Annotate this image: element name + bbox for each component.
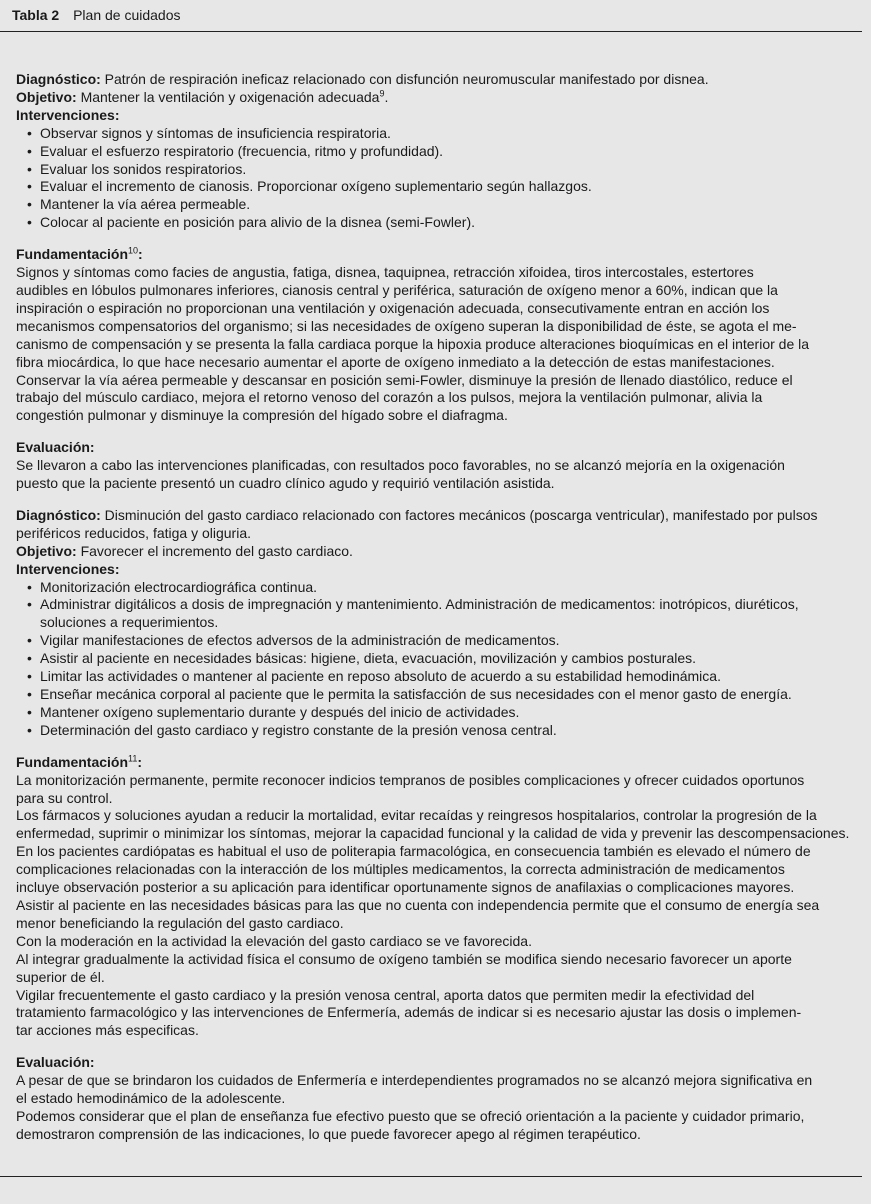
bullet-icon: •: [27, 142, 32, 159]
bottom-rule: [0, 1176, 862, 1177]
fundamentacion-text: Los fármacos y soluciones ayudan a reducir la mortalidad, evitar recaídas y reingresos hospitalarios, controlar la progresión de la: [16, 807, 817, 824]
bullet-icon: •: [27, 703, 32, 720]
intervenciones-label: Intervenciones:: [16, 106, 120, 123]
reference-superscript: 9: [379, 88, 385, 99]
bullet-icon: •: [27, 578, 32, 595]
intervention-text: Asistir al paciente en necesidades básicas: higiene, dieta, evacuación, movilización y cambios posturales.: [40, 650, 697, 667]
bullet-icon: •: [27, 178, 32, 195]
evaluacion-text: Se llevaron a cabo las intervenciones planificadas, con resultados poco favorables, no se alcanzó mejoría en la oxigenación: [16, 457, 785, 474]
diagnostico-line: [16, 71, 866, 89]
care-plan-body: [16, 71, 866, 1144]
intervention-item: [16, 704, 866, 722]
fundamentacion-heading: [16, 246, 866, 264]
fundamentacion-text: En los pacientes cardiópatas es habitual el uso de politerapia farmacológica, en consecuencia también es elevado el número de: [16, 843, 811, 860]
fundamentacion-text: audibles en lóbulos pulmonares inferiores, cianosis central y periférica, saturación de oxígeno menor a 60%, indican que la: [16, 281, 778, 298]
intervention-text: Limitar las actividades o mantener al paciente en reposo absoluto de acuerdo a su estabilidad hemodinámica.: [40, 668, 721, 685]
top-rule: [0, 31, 862, 32]
intervention-text: soluciones a requerimientos.: [40, 614, 219, 631]
intervention-item: [16, 161, 866, 179]
fundamentacion-text: Conservar la vía aérea permeable y descansar en posición semi-Fowler, disminuye la presión de llenado diastólico, reduce el: [16, 371, 793, 388]
diagnostico-text-cont: periféricos reducidos, fatiga y oliguria.: [16, 524, 252, 541]
bullet-icon: •: [27, 160, 32, 177]
intervention-text: Determinación del gasto cardiaco y registro constante de la presión venosa central.: [40, 721, 557, 738]
objetivo-text: Mantener la ventilación y oxigenación adecuada: [80, 88, 380, 105]
spacer: [16, 740, 866, 754]
intervention-item: [16, 178, 866, 196]
fundamentacion-text: enfermedad, suprimir o minimizar los síntomas, mejorar la capacidad funcional y la calidad de vida y prevenir las descompensaciones.: [16, 825, 850, 842]
evaluacion-label: Evaluación:: [16, 439, 95, 456]
intervention-item: [16, 143, 866, 161]
intervention-item: [16, 650, 866, 668]
fundamentacion-text: para su control.: [16, 789, 113, 806]
fundamentacion-text: trabajo del músculo cardiaco, mejora el retorno venoso del corazón a los pulsos, mejora la ventilación pulmonar, alivia la: [16, 389, 763, 406]
intervention-item: [16, 196, 866, 214]
intervention-text: Enseñar mecánica corporal al paciente que le permita la satisfacción de sus necesidades con el menor gasto de energía.: [40, 686, 792, 702]
fundamentacion-label: Fundamentación: [16, 246, 129, 263]
diagnostico-label: Diagnóstico:: [16, 506, 101, 523]
intervention-item: [16, 214, 866, 232]
fundamentacion-text: Con la moderación en la actividad la elevación del gasto cardiaco se ve favorecida.: [16, 932, 532, 949]
fundamentacion-text: tar acciones más especificas.: [16, 1022, 199, 1039]
spacer: [16, 232, 866, 246]
bullet-icon: •: [27, 596, 32, 613]
fundamentacion-text: menor beneficiando la regulación del gasto cardiaco.: [16, 914, 344, 931]
intervention-text: Mantener oxígeno suplementario durante y después del inicio de actividades.: [40, 703, 520, 720]
evaluacion-text: puesto que la paciente presentó un cuadro clínico agudo y requirió ventilación asistida.: [16, 475, 555, 492]
intervention-text: Evaluar el incremento de cianosis. Proporcionar oxígeno suplementario según hallazgos.: [40, 178, 592, 195]
objetivo-text: Favorecer el incremento del gasto cardiaco.: [80, 542, 353, 559]
objetivo-line: Objetivo: Mantener la ventilación y oxigenación adecuada$^9$.: [16, 88, 389, 105]
evaluacion-label: Evaluación:: [16, 1054, 95, 1071]
evaluacion-heading: [16, 1054, 866, 1072]
evaluacion-text: demostraron comprensión de las indicaciones, lo que puede favorecer apego al régimen terapéutico.: [16, 1125, 641, 1142]
evaluacion-text: A pesar de que se brindaron los cuidados de Enfermería e interdependientes programados no se alcanzó mejora significativa en: [16, 1072, 813, 1089]
diagnostico-label: Diagnóstico:: [16, 71, 101, 87]
fundamentacion-text: canismo de compensación y se presenta la falla cardiaca porque la hipoxia produce alteraciones bioquímicas en el interior de la: [16, 335, 810, 352]
colon: :: [137, 753, 143, 770]
intervention-text: Vigilar manifestaciones de efectos adversos de la administración de medicamentos.: [40, 632, 560, 649]
fundamentacion-text: superior de él.: [16, 968, 105, 985]
bullet-icon: •: [27, 214, 32, 231]
fundamentacion-text: La monitorización permanente, permite reconocer indicios tempranos de posibles complicaciones y ofrecer cuidados oportunos: [16, 771, 805, 788]
intervention-item: [16, 614, 866, 632]
fundamentacion-text: Al integrar gradualmente la actividad física el consumo de oxígeno también se modifica siendo necesario favorecer un aporte: [16, 950, 792, 967]
fundamentacion-text: fibra miocárdica, lo que hace necesario aumentar el aporte de oxígeno inmediato a la detección de estas manifestaciones.: [16, 353, 775, 370]
diagnostico-line: [16, 507, 866, 525]
fundamentacion-text: mecanismos compensatorios del organismo; si las necesidades de oxígeno superan la disponibilidad de éste, se agota el me-: [16, 317, 797, 334]
intervention-text: Monitorización electrocardiográfica continua.: [40, 578, 318, 595]
objetivo-label: Objetivo:: [16, 542, 77, 559]
spacer: [16, 1040, 866, 1054]
intervention-text: Evaluar el esfuerzo respiratorio (frecuencia, ritmo y profundidad).: [40, 142, 444, 159]
fundamentacion-text: complicaciones relacionadas con la interacción de los múltiples medicamentos, la correcta administración de medicamentos: [16, 861, 785, 878]
bullet-icon: •: [27, 196, 32, 213]
intervention-item: [16, 722, 866, 740]
table-caption: [12, 7, 181, 23]
objetivo-line: [16, 543, 866, 561]
colon: :: [138, 246, 143, 263]
intervention-text: Evaluar los sonidos respiratorios.: [40, 160, 247, 177]
intervention-text: Administrar digitálicos a dosis de impregnación y mantenimiento. Administración de medicamentos: inotrópicos, diuréticos,: [40, 596, 799, 613]
intervention-item: [16, 596, 866, 614]
intervention-item: [16, 579, 866, 597]
fundamentacion-text: inspiración o espiración no proporcionan una ventilación y oxigenación adecuada, consecutivamente entran en acción los: [16, 299, 770, 316]
bullet-icon: •: [27, 632, 32, 649]
reference-superscript: 11: [128, 753, 138, 764]
evaluacion-text: Podemos considerar que el plan de enseñanza fue efectivo puesto que se ofreció orientación a la paciente y cuidador primario,: [16, 1107, 805, 1124]
intervenciones-label: Intervenciones:: [16, 560, 120, 577]
intervention-item: [16, 125, 866, 143]
fundamentacion-text: Asistir al paciente en las necesidades básicas para las que no cuenta con independencia permite que el consumo de energía sea: [16, 896, 820, 913]
objetivo-label: Objetivo:: [16, 88, 77, 105]
bullet-icon: •: [27, 721, 32, 738]
intervention-item: [16, 632, 866, 650]
intervention-text: Colocar al paciente en posición para alivio de la disnea (semi-Fowler).: [40, 214, 475, 231]
fundamentacion-text: congestión pulmonar y disminuye la compresión del hígado sobre el diafragma.: [16, 407, 508, 424]
spacer: [16, 425, 866, 439]
intervention-text: Mantener la vía aérea permeable.: [40, 196, 251, 213]
fundamentacion-label: Fundamentación: [16, 753, 129, 770]
fundamentacion-text: incluye observación posterior a su aplicación para identificar oportunamente signos de anafilaxias o complicaciones mayores.: [16, 879, 795, 896]
bullet-icon: •: [27, 650, 32, 667]
table-label: Tabla 2: [12, 7, 60, 23]
diagnostico-text: Patrón de respiración ineficaz relacionado con disfunción neuromuscular manifestado por disnea.: [104, 71, 709, 87]
evaluacion-text: el estado hemodinámico de la adolescente.: [16, 1090, 286, 1107]
bullet-icon: •: [27, 668, 32, 685]
bullet-icon: •: [27, 124, 32, 141]
intervention-text: Observar signos y síntomas de insuficiencia respiratoria.: [40, 124, 391, 141]
fundamentacion-heading: [16, 754, 866, 772]
evaluacion-heading: [16, 439, 866, 457]
fundamentacion-text: Signos y síntomas como facies de angustia, fatiga, disnea, taquipnea, retracción xifoidea, tiros intercostales, estertores: [16, 264, 754, 281]
spacer: [16, 493, 866, 507]
fundamentacion-text: tratamiento farmacológico y las intervenciones de Enfermería, además de indicar si es necesario ajustar las dosis o implemen-: [16, 1004, 802, 1021]
intervention-item: [16, 668, 866, 686]
table-title: Plan de cuidados: [73, 7, 181, 23]
intervention-item: [16, 686, 866, 704]
reference-superscript: 10: [128, 245, 139, 256]
bullet-icon: •: [27, 686, 32, 702]
diagnostico-text: Disminución del gasto cardiaco relacionado con factores mecánicos (poscarga ventricular), manifestado por pulsos: [104, 506, 818, 523]
fundamentacion-text: Vigilar frecuentemente el gasto cardiaco y la presión venosa central, aporta datos que permiten medir la efectividad del: [16, 986, 755, 1003]
